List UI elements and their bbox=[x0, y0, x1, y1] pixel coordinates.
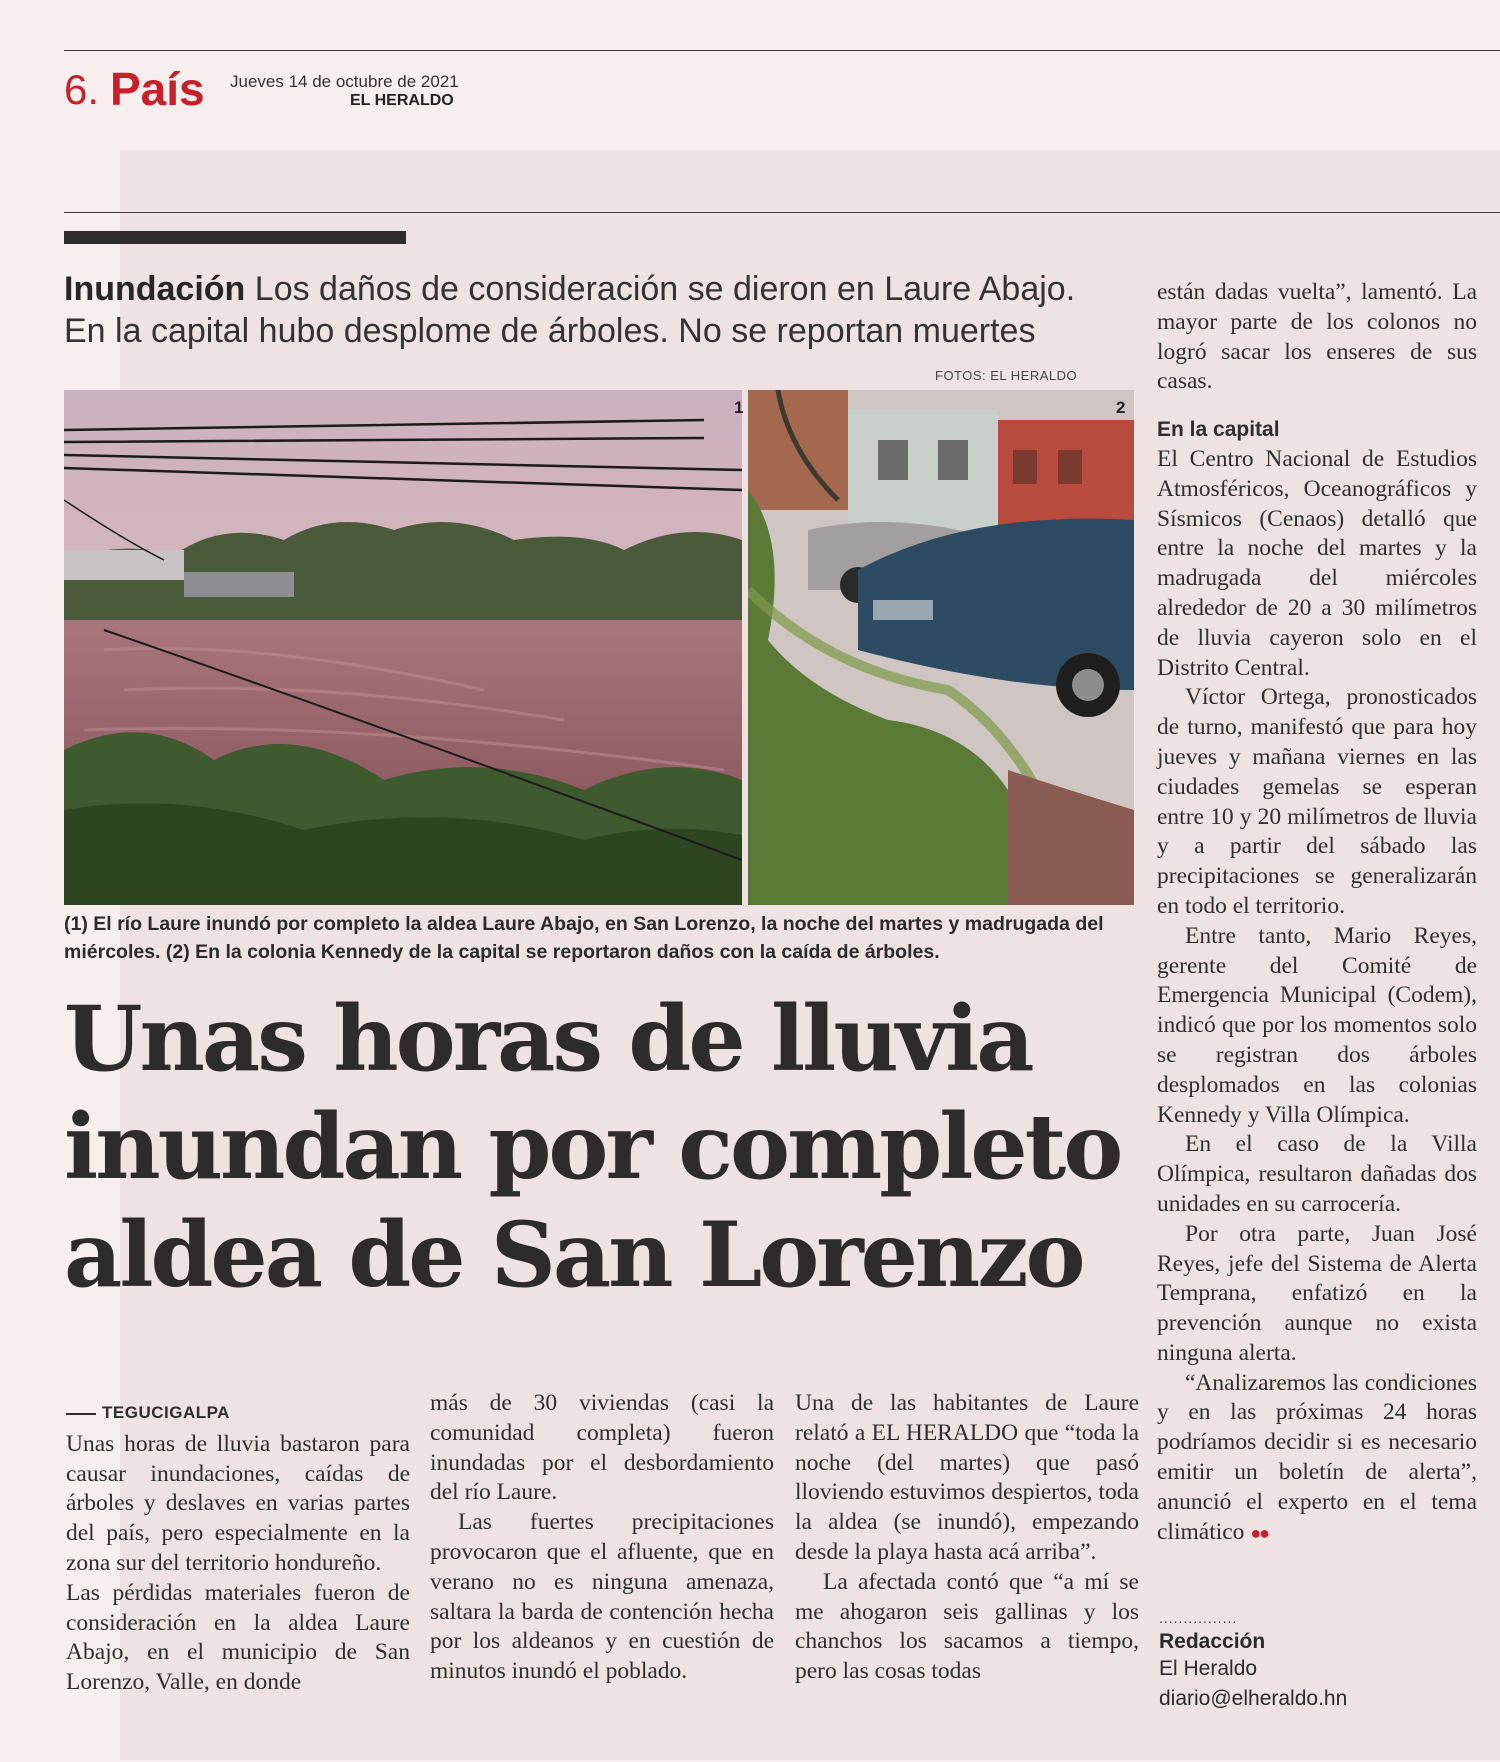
dateline-dash bbox=[66, 1413, 96, 1415]
end-mark-icon: ●● bbox=[1250, 1522, 1269, 1543]
paragraph: Las pérdidas materiales fueron de consideración en la aldea Laure Abajo, en el municipio de San Lorenzo, Valle, en donde bbox=[66, 1579, 410, 1696]
byline-email[interactable]: diario@elheraldo.hn bbox=[1159, 1687, 1348, 1710]
headline: Unas horas de lluvia inundan por completo aldea de San Lorenzo bbox=[64, 986, 1121, 1308]
fallen-tree-photo-image bbox=[748, 390, 1134, 905]
flood-photo bbox=[64, 390, 742, 905]
paragraph: Entre tanto, Mario Reyes, gerente del Comité de Emergencia Municipal (Codem), indicó que por los momentos solo se registran dos árboles desplomados en las colonias Kennedy y Villa Olímpica. bbox=[1157, 922, 1477, 1128]
paragraph-text: “Analizaremos las condiciones y en las próximas 24 horas podríamos decidir si es necesario emitir un boletín de alerta”, anunció el experto en el tema climático bbox=[1157, 1369, 1477, 1545]
byline bbox=[1159, 1610, 1459, 1714]
body-column-2 bbox=[430, 1389, 774, 1687]
kicker-bar bbox=[64, 231, 406, 244]
byline-label: Redacción bbox=[1159, 1630, 1266, 1653]
page-number: 6. bbox=[64, 66, 100, 113]
paragraph: Víctor Ortega, pronosticados de turno, manifestó que para hoy jueves y mañana viernes en las ciudades gemelas se esperan entre 10 y 20 milímetros de lluvia y a partir del sábado las precipitaciones se generalizarán en todo el territorio. bbox=[1157, 684, 1477, 919]
paragraph: El Centro Nacional de Estudios Atmosféricos, Oceanográficos y Sísmicos (Cenaos) detalló que entre la noche del martes y la madrugada del miércoles alrededor de 20 a 30 milímetros de lluvia cayeron solo en el Distrito Central. bbox=[1157, 445, 1477, 681]
photo-1-number: 1 bbox=[734, 398, 744, 417]
newspaper-name: EL HERALDO bbox=[350, 92, 454, 109]
paragraph-last bbox=[1157, 1369, 1477, 1549]
body-column-4 bbox=[1157, 278, 1477, 1548]
issue-date: Jueves 14 de octubre de 2021 bbox=[230, 72, 459, 91]
paragraph: Unas horas de lluvia bastaron para causar inundaciones, caídas de árboles y deslaves en varias partes del país, pero especialmente en la zona sur del territorio hondureño. bbox=[66, 1430, 410, 1576]
paragraph: En el caso de la Villa Olímpica, resultaron dañadas dos unidades en su carrocería. bbox=[1157, 1131, 1477, 1217]
photo-2-number: 2 bbox=[1116, 398, 1126, 417]
paragraph: Las fuertes precipitaciones provocaron que el afluente, que en verano no es ninguna amenaza, saltara la barda de contención hecha por los aldeanos y en cuestión de minutos inundó el poblado. bbox=[430, 1509, 774, 1685]
paragraph: están dadas vuelta”, lamentó. La mayor parte de los colonos no logró sacar los enseres de sus casas. bbox=[1157, 279, 1477, 395]
subhead-kicker: Inundación bbox=[64, 270, 246, 308]
flood-photo-image bbox=[64, 390, 742, 905]
paragraph: más de 30 viviendas (casi la comunidad completa) fueron inundadas por el desbordamiento del río Laure. bbox=[430, 1390, 774, 1506]
paragraph: La afectada contó que “a mí se me ahogaron seis gallinas y los chanchos los sacamos a tiempo, pero las cosas todas bbox=[795, 1568, 1139, 1685]
fallen-tree-photo bbox=[748, 390, 1134, 905]
section-subhead: En la capital bbox=[1157, 418, 1280, 442]
paragraph: Una de las habitantes de Laure relató a EL HERALDO que “toda la noche (del martes) que pasó lloviendo estuvimos despiertos, toda la aldea (se inundó), empezando desde la playa hasta acá arriba”. bbox=[795, 1390, 1139, 1565]
dateline-text: TEGUCIGALPA bbox=[102, 1403, 230, 1422]
paragraph: Por otra parte, Juan José Reyes, jefe del Sistema de Alerta Temprana, enfatizó en la prevención aunque no exista ninguna alerta. bbox=[1157, 1220, 1477, 1366]
section-rule bbox=[64, 212, 1500, 213]
section-name: País bbox=[110, 63, 205, 115]
subhead-text: Los daños de consideración se dieron en Laure Abajo. En la capital hubo desplome de árboles. No se reportan muertes bbox=[64, 270, 1076, 350]
dateline bbox=[66, 1398, 410, 1428]
body-column-1 bbox=[66, 1398, 410, 1698]
byline-divider: ................ bbox=[1159, 1610, 1238, 1626]
photo-caption: (1) El río Laure inundó por completo la aldea Laure Abajo, en San Lorenzo, la noche del martes y madrugada del miércoles. (2) En la colonia Kennedy de la capital se reportaron daños con la caída de árboles. bbox=[64, 913, 1104, 963]
top-rule bbox=[64, 50, 1500, 51]
photo-credit: FOTOS: EL HERALDO bbox=[935, 368, 1078, 383]
subhead bbox=[64, 268, 1124, 352]
body-column-3 bbox=[795, 1389, 1139, 1687]
byline-name: El Heraldo bbox=[1159, 1657, 1258, 1680]
